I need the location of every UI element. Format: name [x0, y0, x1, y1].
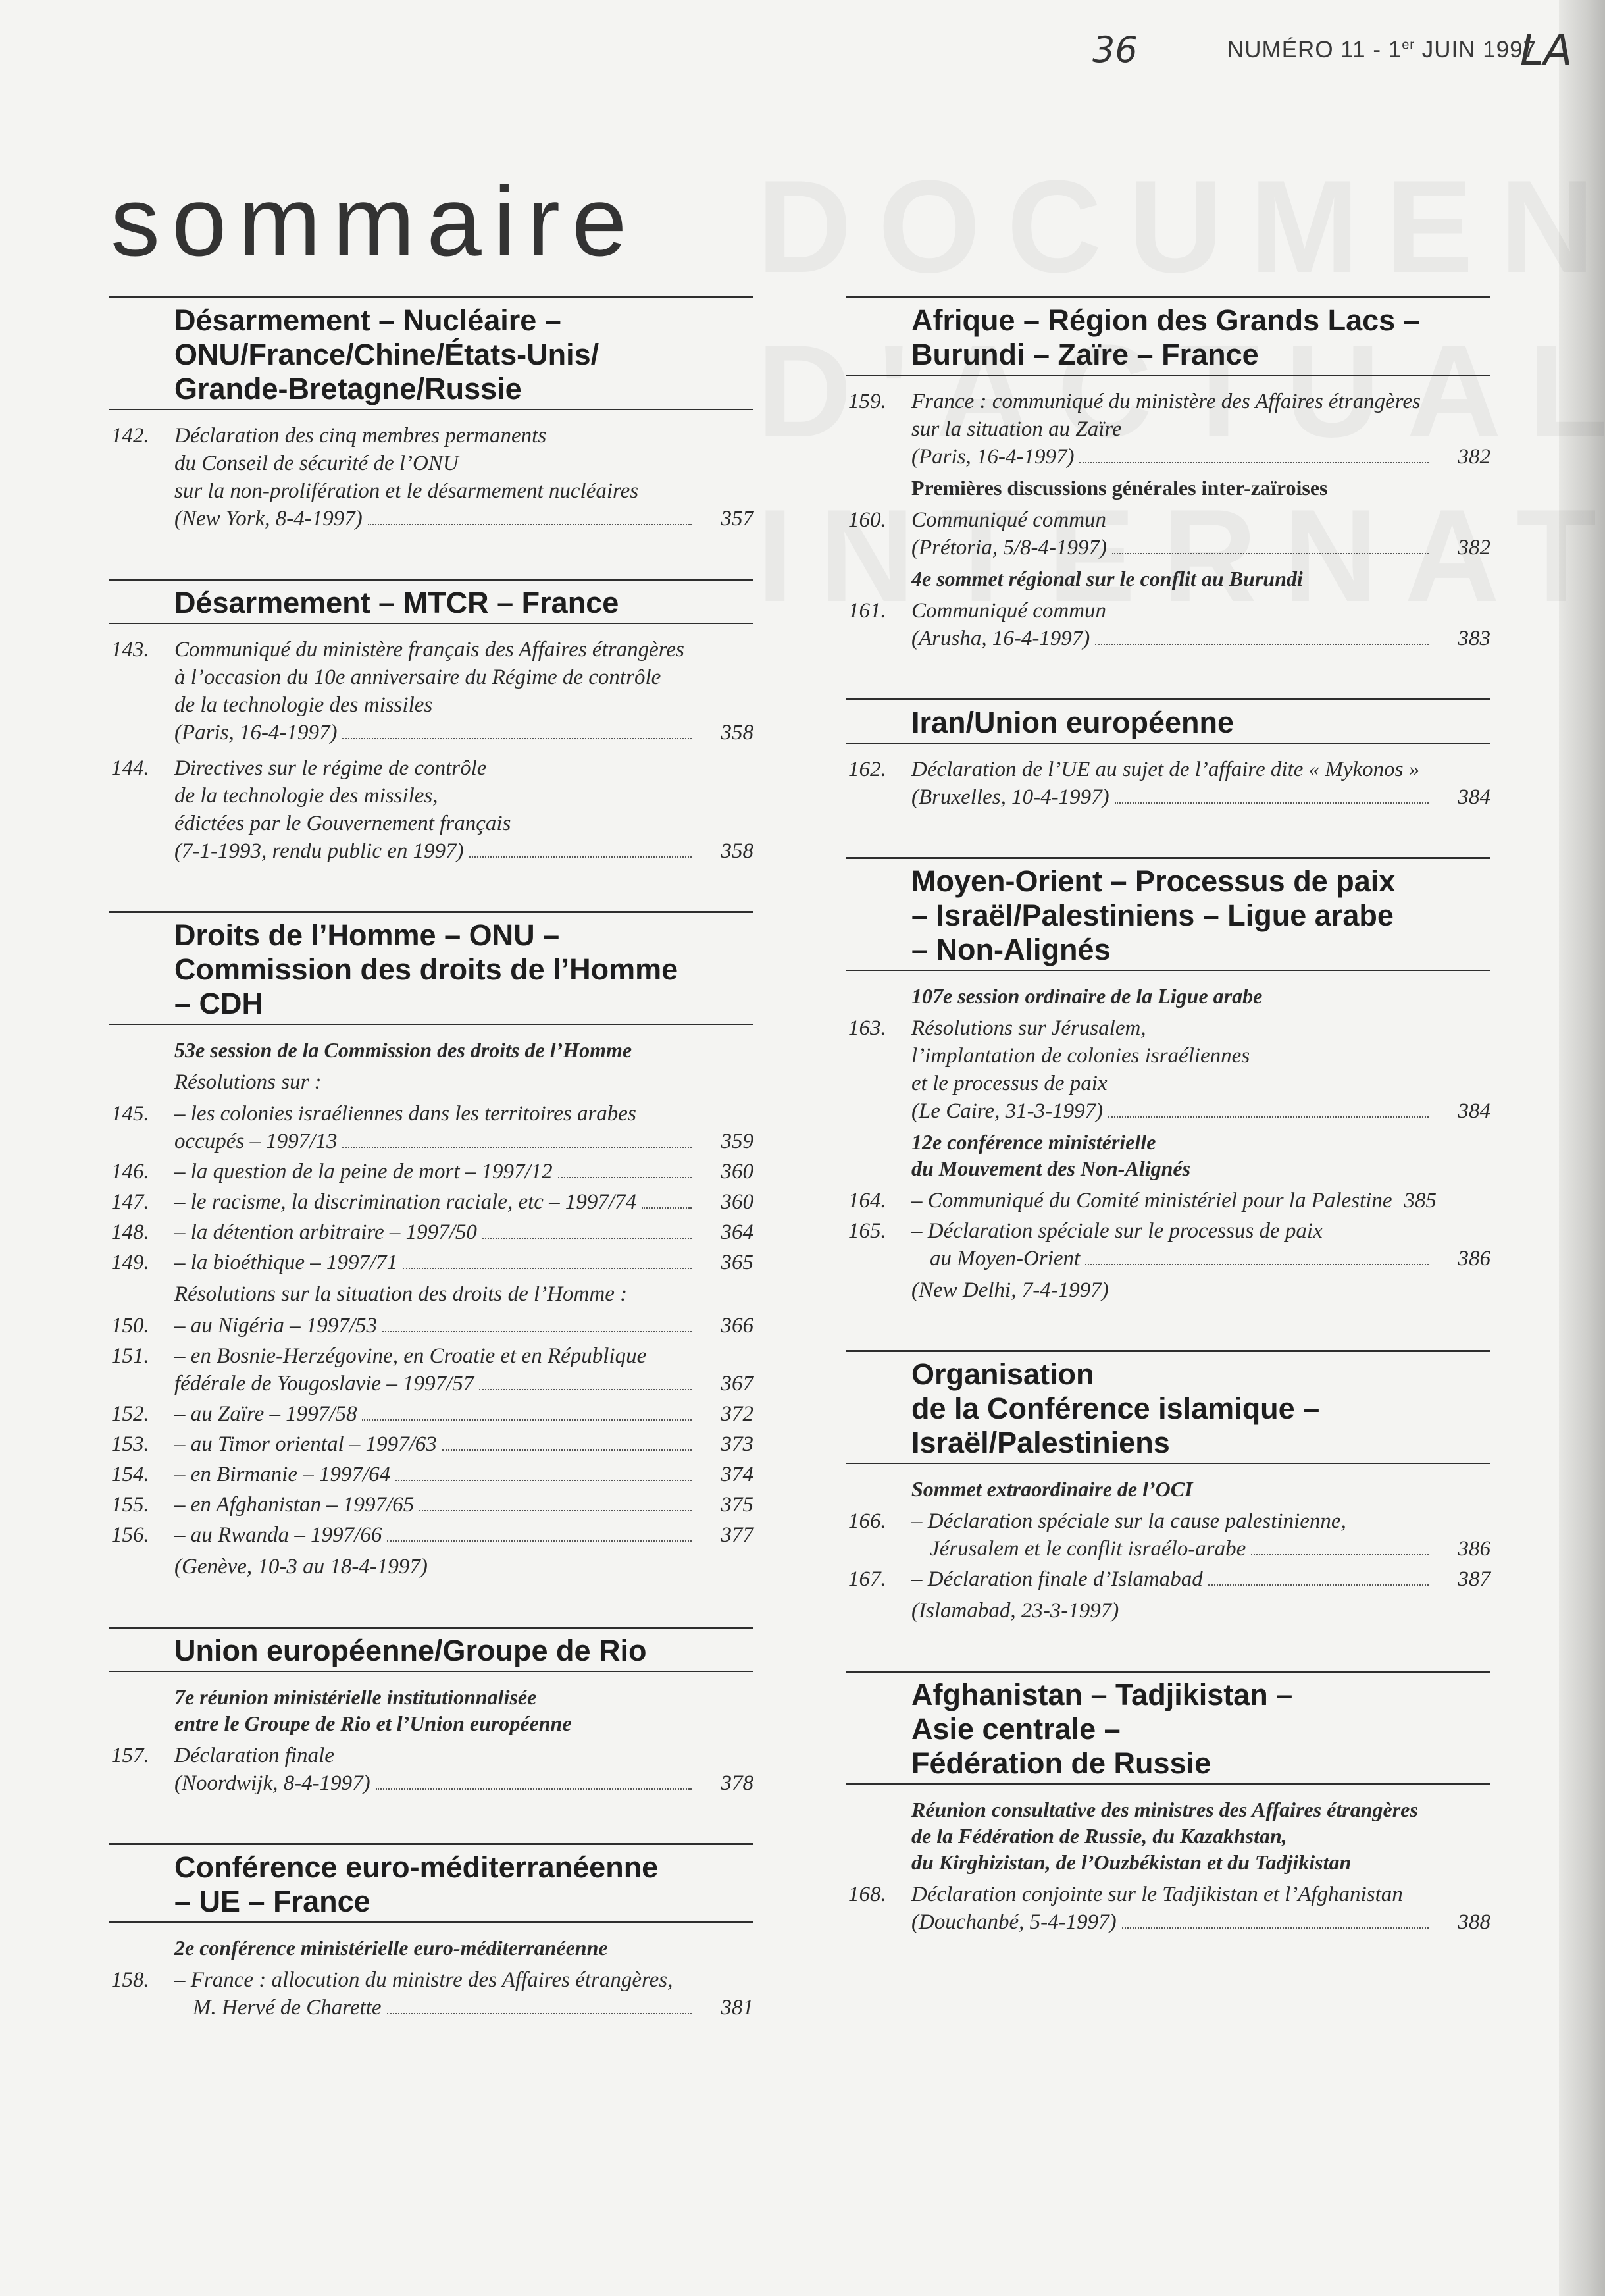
toc-entry[interactable]: 164. – Communiqué du Comité ministériel pour la Palestine 385 — [848, 1189, 1437, 1213]
toc-entry[interactable]: 160. Communiqué commun (Prétoria, 5/8-4-1997) 382 — [848, 508, 1490, 560]
toc-entry[interactable]: 148. – la détention arbitraire – 1997/50 364 — [111, 1220, 753, 1244]
section-droits-homme — [109, 911, 753, 1580]
toc-entry[interactable]: 155. – en Afghanistan – 1997/65 375 — [111, 1493, 753, 1517]
subsection-heading: 53e session de la Commission des droits de l’Homme — [174, 1038, 632, 1062]
subsection-heading: 107e session ordinaire de la Ligue arabe — [911, 984, 1263, 1008]
toc-entry[interactable]: 157. Déclaration finale (Noordwijk, 8-4-1997) 378 — [111, 1744, 753, 1795]
toc-entry[interactable]: 147. – le racisme, la discrimination raciale, etc – 1997/74 360 — [111, 1190, 753, 1214]
toc-entry[interactable]: 156. – au Rwanda – 1997/66 377 — [111, 1523, 753, 1547]
left-column — [109, 296, 753, 2068]
subsection-heading: 7e réunion ministérielle institutionnalisée entre le Groupe de Rio et l’Union européenne — [174, 1685, 572, 1735]
toc-entry[interactable]: 163. Résolutions sur Jérusalem, l’implantation de colonies israéliennes et le processus de paix (Le Caire, 31-3-1997) 384 — [848, 1016, 1490, 1123]
toc-entry[interactable]: 154. – en Birmanie – 1997/64 374 — [111, 1463, 753, 1486]
toc-entry[interactable]: 165. – Déclaration spéciale sur le processus de paix au Moyen-Orient 386 — [848, 1219, 1490, 1270]
subsection-heading: 2e conférence ministérielle euro-méditerranéenne — [174, 1936, 608, 1960]
section-title: Moyen-Orient – Processus de paix – Israël/Palestiniens – Ligue arabe – Non-Alignés — [911, 864, 1396, 966]
handwritten-page-number: 36 — [1092, 29, 1138, 70]
handwritten-mark: LA — [1520, 26, 1573, 75]
subsection-heading: Réunion consultative des ministres des Affaires étrangères de la Fédération de Russie, du Kazakhstan, du Kirghizistan, de l’Ouzbékistan et du Tadjikistan — [911, 1798, 1418, 1874]
section-euro-mediterraneenne — [109, 1843, 753, 2022]
section-title: Conférence euro-méditerranéenne – UE – France — [174, 1850, 659, 1918]
toc-entry[interactable]: 146. – la question de la peine de mort – 1997/12 360 — [111, 1160, 753, 1184]
section-title: Afghanistan – Tadjikistan – Asie centrale – Fédération de Russie — [911, 1678, 1293, 1780]
toc-entry[interactable]: 151. – en Bosnie-Herzégovine, en Croatie et en République fédérale de Yougoslavie – 1997/57 367 — [111, 1344, 753, 1396]
toc-entry[interactable]: 161. Communiqué commun (Arusha, 16-4-1997) 383 — [848, 599, 1490, 650]
toc-entry[interactable]: 159. France : communiqué du ministère des Affaires étrangères sur la situation au Zaïre (Paris, 16-4-1997) 382 — [848, 390, 1490, 469]
background-watermark — [757, 151, 1605, 303]
section-moyen-orient — [846, 857, 1490, 1304]
toc-entry[interactable]: 166. – Déclaration spéciale sur la cause palestinienne, Jérusalem et le conflit israélo-arabe 386 — [848, 1509, 1490, 1561]
section-ue-groupe-rio — [109, 1627, 753, 1797]
section-title: Union européenne/Groupe de Rio — [174, 1634, 647, 1667]
section-title: Désarmement – Nucléaire – ONU/France/Chine/États-Unis/ Grande-Bretagne/Russie — [174, 303, 599, 405]
place-date-note: (Islamabad, 23-3-1997) — [911, 1599, 1119, 1623]
right-column — [846, 296, 1490, 1982]
section-title: Désarmement – MTCR – France — [174, 586, 619, 619]
section-title: Afrique – Région des Grands Lacs – Burundi – Zaïre – France — [911, 303, 1420, 371]
section-desarmement-mtcr — [109, 579, 753, 865]
toc-entry[interactable]: 144. Directives sur le régime de contrôle de la technologie des missiles, édictées par le Gouvernement français (7-1-1993, rendu public en 1997) 358 — [111, 756, 753, 863]
section-title: Droits de l’Homme – ONU – Commission des droits de l’Homme – CDH — [174, 918, 678, 1020]
subsection-heading: 4e sommet régional sur le conflit au Burundi — [911, 567, 1303, 590]
section-desarmement-nucleaire — [109, 296, 753, 533]
toc-entry[interactable]: 158. – France : allocution du ministre des Affaires étrangères, M. Hervé de Charette 381 — [111, 1968, 753, 2020]
section-afrique-grands-lacs — [846, 296, 1490, 652]
section-title: Iran/Union européenne — [911, 706, 1235, 739]
place-date-note: (Genève, 10-3 au 18-4-1997) — [174, 1555, 428, 1578]
toc-entry[interactable]: 150. – au Nigéria – 1997/53 366 — [111, 1314, 753, 1338]
subsection-heading: 12e conférence ministérielle du Mouvement des Non-Alignés — [911, 1130, 1191, 1180]
toc-entry[interactable]: 149. – la bioéthique – 1997/71 365 — [111, 1251, 753, 1274]
toc-entry[interactable]: 142. Déclaration des cinq membres permanents du Conseil de sécurité de l’ONU sur la non-prolifération et le désarmement nucléaires (New York, 8-4-1997) 357 — [111, 424, 753, 531]
page-title: sommaire — [111, 166, 639, 276]
section-title: Organisation de la Conférence islamique – Israël/Palestiniens — [911, 1357, 1320, 1459]
place-date-note: (New Delhi, 7-4-1997) — [911, 1278, 1109, 1302]
toc-entry[interactable]: 143. Communiqué du ministère français des Affaires étrangères à l’occasion du 10e anniversaire du Régime de contrôle de la technologie des missiles (Paris, 16-4-1997) 358 — [111, 638, 753, 744]
toc-entry[interactable]: 162. Déclaration de l’UE au sujet de l’affaire dite « Mykonos » (Bruxelles, 10-4-1997) 384 — [848, 758, 1490, 809]
section-afghanistan-tadjikistan — [846, 1671, 1490, 1936]
resolutions-intro: Résolutions sur : — [174, 1070, 322, 1094]
resolutions-intro: Résolutions sur la situation des droits de l’Homme : — [174, 1282, 628, 1306]
subsection-heading: Premières discussions générales inter-zaïroises — [911, 476, 1328, 500]
subsection-heading: Sommet extraordinaire de l’OCI — [911, 1477, 1193, 1501]
section-oci — [846, 1350, 1490, 1625]
toc-entry[interactable]: 152. – au Zaïre – 1997/58 372 — [111, 1402, 753, 1426]
toc-entry[interactable]: 153. – au Timor oriental – 1997/63 373 — [111, 1432, 753, 1456]
section-iran-ue — [846, 698, 1490, 811]
toc-entry[interactable]: 167. – Déclaration finale d’Islamabad 387 — [848, 1567, 1490, 1591]
toc-entry[interactable]: 145. – les colonies israéliennes dans les territoires arabes occupés – 1997/13 359 — [111, 1102, 753, 1153]
toc-entry[interactable]: 168. Déclaration conjointe sur le Tadjikistan et l’Afghanistan (Douchanbé, 5-4-1997) 388 — [848, 1883, 1490, 1934]
issue-header: NUMÉRO 11 - 1er JUIN 1997 — [1227, 37, 1537, 63]
